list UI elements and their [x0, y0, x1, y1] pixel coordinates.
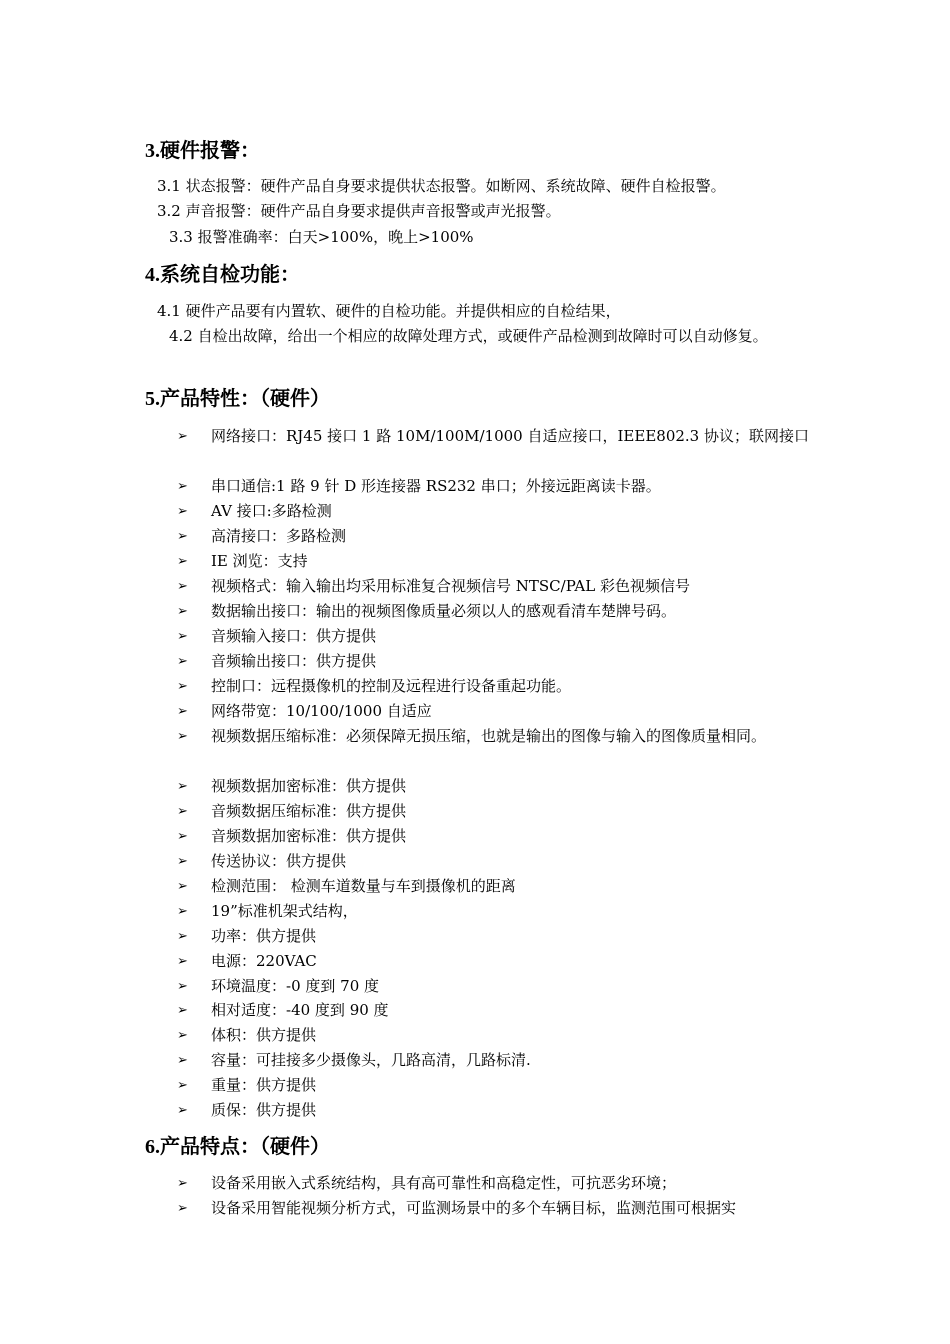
arrow-bullet-icon: ➢: [177, 1103, 188, 1118]
arrow-bullet-icon: ➢: [177, 1078, 188, 1093]
list-item-text: 体积：供方提供: [211, 1026, 317, 1044]
arrow-bullet-icon: ➢: [177, 629, 188, 644]
arrow-bullet-icon: ➢: [177, 729, 188, 744]
list-item-text: 高清接口：多路检测: [211, 527, 347, 545]
arrow-bullet-icon: ➢: [177, 929, 188, 944]
arrow-bullet-icon: ➢: [177, 1053, 188, 1068]
section-4-item-2: 4.2 自检出故障，给出一个相应的故障处理方式，或硬件产品检测到故障时可以自动修复。: [169, 327, 768, 345]
section-4-item-1: 4.1 硬件产品要有内置软、硬件的自检功能。并提供相应的自检结果，: [157, 302, 621, 320]
list-item-text: 传送协议：供方提供: [211, 852, 347, 870]
arrow-bullet-icon: ➢: [177, 1176, 188, 1191]
arrow-bullet-icon: ➢: [177, 979, 188, 994]
list-item-text: 音频数据压缩标准：供方提供: [211, 802, 407, 820]
arrow-bullet-icon: ➢: [177, 429, 188, 444]
arrow-bullet-icon: ➢: [177, 854, 188, 869]
arrow-bullet-icon: ➢: [177, 654, 188, 669]
list-item-text: 质保：供方提供: [211, 1101, 317, 1119]
list-item-text: 视频数据加密标准：供方提供: [211, 777, 407, 795]
list-item-text: 设备采用嵌入式系统结构，具有高可靠性和高稳定性，可抗恶劣环境；: [211, 1174, 677, 1192]
arrow-bullet-icon: ➢: [177, 704, 188, 719]
list-item-text: 19”标准机架式结构，: [211, 902, 358, 920]
arrow-bullet-icon: ➢: [177, 1028, 188, 1043]
arrow-bullet-icon: ➢: [177, 829, 188, 844]
list-item-text: 网络接口：RJ45 接口 1 路 10M/100M/1000 自适应接口，IEEE802.3 协议；联网接口: [211, 427, 809, 445]
arrow-bullet-icon: ➢: [177, 1201, 188, 1216]
list-item-text: 视频格式：输入输出均采用标准复合视频信号 NTSC/PAL 彩色视频信号: [211, 577, 690, 595]
list-item-text: 检测范围： 检测车道数量与车到摄像机的距离: [211, 877, 516, 895]
arrow-bullet-icon: ➢: [177, 1003, 188, 1018]
arrow-bullet-icon: ➢: [177, 504, 188, 519]
arrow-bullet-icon: ➢: [177, 529, 188, 544]
arrow-bullet-icon: ➢: [177, 904, 188, 919]
section-3-item-1: 3.1 状态报警：硬件产品自身要求提供状态报警。如断网、系统故障、硬件自检报警。: [157, 177, 726, 195]
section-3-heading: 3.硬件报警：: [145, 140, 260, 162]
list-item-text: 音频输出接口：供方提供: [211, 652, 377, 670]
arrow-bullet-icon: ➢: [177, 804, 188, 819]
arrow-bullet-icon: ➢: [177, 954, 188, 969]
list-item-text: 设备采用智能视频分析方式，可监测场景中的多个车辆目标，监测范围可根据实: [211, 1199, 737, 1217]
section-6-heading: 6.产品特点：（硬件）: [145, 1136, 330, 1158]
list-item-text: AV 接口:多路检测: [211, 502, 332, 520]
list-item-text: 控制口：远程摄像机的控制及远程进行设备重起功能。: [211, 677, 572, 695]
section-5-heading: 5.产品特性：（硬件）: [145, 388, 330, 410]
arrow-bullet-icon: ➢: [177, 879, 188, 894]
arrow-bullet-icon: ➢: [177, 479, 188, 494]
list-item-text: 环境温度：-0 度到 70 度: [211, 977, 380, 995]
section-4-heading: 4.系统自检功能：: [145, 264, 300, 286]
list-item-text: 电源：220VAC: [211, 952, 317, 970]
list-item-text: 数据输出接口：输出的视频图像质量必须以人的感观看清车楚牌号码。: [211, 602, 677, 620]
section-3-item-3: 3.3 报警准确率：白天>100%，晚上>100%: [169, 228, 474, 246]
list-item-text: 串口通信:1 路 9 针 D 形连接器 RS232 串口；外接远距离读卡器。: [211, 477, 661, 495]
list-item-text: 相对适度：-40 度到 90 度: [211, 1001, 389, 1019]
arrow-bullet-icon: ➢: [177, 779, 188, 794]
arrow-bullet-icon: ➢: [177, 679, 188, 694]
list-item-text: 网络带宽：10/100/1000 自适应: [211, 702, 432, 720]
list-item-text: 音频输入接口：供方提供: [211, 627, 377, 645]
arrow-bullet-icon: ➢: [177, 604, 188, 619]
arrow-bullet-icon: ➢: [177, 554, 188, 569]
section-3-item-2: 3.2 声音报警：硬件产品自身要求提供声音报警或声光报警。: [157, 202, 561, 220]
list-item-text: 音频数据加密标准：供方提供: [211, 827, 407, 845]
list-item-text: 功率：供方提供: [211, 927, 317, 945]
list-item-text: 视频数据压缩标准：必须保障无损压缩，也就是输出的图像与输入的图像质量相同。: [211, 727, 767, 745]
list-item-text: 重量：供方提供: [211, 1076, 317, 1094]
list-item-text: 容量：可挂接多少摄像头，几路高清，几路标清.: [211, 1051, 531, 1069]
arrow-bullet-icon: ➢: [177, 579, 188, 594]
list-item-text: IE 浏览：支持: [211, 552, 308, 570]
